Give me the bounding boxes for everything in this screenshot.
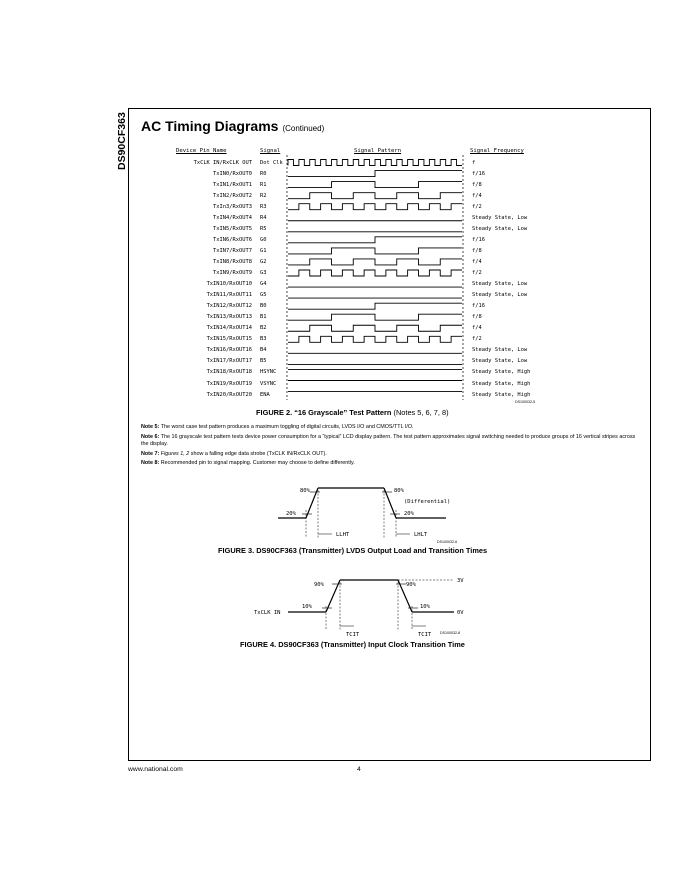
signal-name: R4 <box>260 214 267 221</box>
notes-section <box>141 424 641 470</box>
waveform-diagram <box>0 0 680 420</box>
signal-frequency: Steady State, Low <box>472 358 528 365</box>
col-header-pin: Device Pin Name <box>176 148 227 154</box>
pin-name: TxIN14/RxOUT14 <box>206 325 252 332</box>
waveform-b3 <box>288 336 462 342</box>
waveform-dot clk <box>288 160 462 166</box>
note-7-text: show a falling edge data strobe (TxCLK IN/RxCLK OUT). <box>189 450 327 457</box>
figure-3-caption-text: FIGURE 3. DS90CF363 (Transmitter) LVDS Output Load and Transition Times <box>218 546 488 555</box>
fig3-label-80-right: 80% <box>394 488 404 494</box>
pin-name: TxIN8/RxOUT8 <box>213 258 252 265</box>
waveform-g3 <box>288 270 462 276</box>
signal-name: G0 <box>260 236 267 243</box>
fig4-label-10-right: 10% <box>420 604 430 610</box>
pin-name: TxIN0/RxOUT0 <box>213 170 252 177</box>
figure-3-caption <box>218 546 487 555</box>
waveform-r0 <box>288 171 462 177</box>
note-5-label: Note 5: <box>141 424 160 430</box>
fig4-label-90-right: 90% <box>406 582 416 588</box>
col-header-signal: Signal <box>260 148 281 154</box>
signal-name: Dot Clk <box>260 159 283 166</box>
waveform-b2 <box>288 325 462 331</box>
signal-frequency: Steady State, Low <box>472 292 528 299</box>
signal-frequency: f/8 <box>472 314 482 321</box>
fig4-rise <box>326 580 340 612</box>
figure-4-caption <box>240 640 465 649</box>
note-7 <box>141 451 641 459</box>
signal-name: G1 <box>260 247 267 254</box>
waveform-b0 <box>288 303 462 309</box>
note-7-label: Note 7: <box>141 450 160 457</box>
signal-name: B4 <box>260 347 267 354</box>
signal-name: G5 <box>260 292 267 299</box>
footer-page-number: 4 <box>357 766 361 773</box>
note-6 <box>141 434 641 449</box>
signal-name: G2 <box>260 258 267 265</box>
pin-name: TxIN2/RxOUT2 <box>213 192 252 199</box>
waveform-g0 <box>288 237 462 243</box>
signal-name: G4 <box>260 281 267 288</box>
waveform-r1 <box>288 182 462 188</box>
pin-name: TxIN13/RxOUT13 <box>206 314 252 321</box>
note-6-text: The 16 grayscale test pattern tests device power consumption for a “typical” LCD display pattern. The test pattern approximates signal switching needed to produce groups of 16 vertical stripes across the display. <box>141 433 636 448</box>
figure-2-ref-id: DS100032-5 <box>515 400 536 404</box>
signal-name: ENA <box>260 391 270 398</box>
fig3-llht: LLHT <box>336 532 350 538</box>
pin-name: TxIN19/RxOUT19 <box>206 380 252 387</box>
signal-name: VSYNC <box>260 380 277 387</box>
fig3-label-20-right: 20% <box>404 511 414 517</box>
signal-frequency: f/4 <box>472 192 482 199</box>
signal-frequency: Steady State, High <box>472 391 531 398</box>
waveform-b1 <box>288 314 462 320</box>
signal-frequency: Steady State, High <box>472 380 531 387</box>
figure-4-ref-id: DS100032-8 <box>440 631 461 635</box>
fig4-input-label: TxCLK IN <box>254 610 281 616</box>
pin-name: TxIN16/RxOUT16 <box>206 347 252 354</box>
signal-frequency: Steady State, Low <box>472 214 528 221</box>
note-8 <box>141 460 641 468</box>
signal-name: R5 <box>260 225 267 232</box>
note-7-figure-numbers: 1, 2 <box>178 450 190 457</box>
figure-2-caption-label: FIGURE 2. “16 Grayscale” Test Pattern <box>256 408 392 417</box>
waveform-g2 <box>288 259 462 265</box>
signal-name: R0 <box>260 170 267 177</box>
signal-frequency: f/16 <box>472 170 485 177</box>
part-number-label: DS90CF363 <box>116 112 128 170</box>
signal-frequency: f <box>472 159 476 166</box>
note-5 <box>141 424 641 432</box>
signal-frequency: Steady State, Low <box>472 347 528 354</box>
signal-name: R1 <box>260 181 267 188</box>
note-5-text: The worst case test pattern produces a maximum toggling of digital circuits, LVDS I/O and CMOS/TTL I/O. <box>160 424 414 430</box>
signal-name: HSYNC <box>260 369 277 376</box>
pin-name: TxIN11/RxOUT11 <box>206 292 252 299</box>
note-6-label: Note 6: <box>141 433 160 440</box>
pin-name: TxIN17/RxOUT17 <box>206 358 252 365</box>
signal-frequency: Steady State, Low <box>472 225 528 232</box>
signal-name: B0 <box>260 303 267 310</box>
signal-frequency: f/2 <box>472 270 482 276</box>
figure-4-caption-text: FIGURE 4. DS90CF363 (Transmitter) Input Clock Transition Time <box>240 640 465 649</box>
signal-frequency: f/2 <box>472 336 482 343</box>
waveform-r3 <box>288 204 462 210</box>
col-header-pattern: Signal Pattern <box>354 148 402 154</box>
section-title: AC Timing Diagrams <box>141 118 279 134</box>
signal-name: B5 <box>260 358 267 365</box>
fig3-lhlt: LHLT <box>414 532 428 538</box>
figure-2-caption <box>256 408 449 417</box>
continued-label: (Continued) <box>282 124 325 133</box>
signal-frequency: Steady State, High <box>472 369 531 376</box>
fig4-label-90-left: 90% <box>314 582 324 588</box>
pin-name: TxIN12/RxOUT12 <box>206 303 252 310</box>
note-8-label: Note 8: <box>141 460 160 467</box>
pin-name: TxIN7/RxOUT7 <box>213 247 252 254</box>
signal-frequency: f/4 <box>472 258 482 265</box>
signal-name: B1 <box>260 314 267 321</box>
pin-name: TxIN1/RxOUT1 <box>213 181 252 188</box>
col-header-frequency: Signal Frequency <box>470 148 524 154</box>
pin-name: TxIN10/RxOUT10 <box>206 281 252 288</box>
pin-name: TxIN9/RxOUT9 <box>213 270 252 276</box>
signal-frequency: f/4 <box>472 325 482 332</box>
pin-name: TxIN5/RxOUT5 <box>213 225 252 232</box>
signal-frequency: Steady State, Low <box>472 281 528 288</box>
signal-frequency: f/8 <box>472 247 482 254</box>
pin-name: TxCLK IN/RxCLK OUT <box>193 159 252 166</box>
signal-name: B3 <box>260 336 267 343</box>
figure-2-caption-notes: (Notes 5, 6, 7, 8) <box>393 408 449 417</box>
signal-frequency: f/2 <box>472 203 482 210</box>
pin-name: TxIN15/RxOUT15 <box>206 336 252 343</box>
pin-name: TxIN6/RxOUT6 <box>213 236 252 243</box>
signal-name: R3 <box>260 203 267 210</box>
fig4-tcit-left: TCIT <box>346 632 360 638</box>
fig4-label-10-left: 10% <box>302 604 312 610</box>
pin-name: TxIN4/RxOUT4 <box>213 214 252 221</box>
pin-name: TxIN18/RxOUT18 <box>206 369 252 376</box>
signal-frequency: f/8 <box>472 181 482 188</box>
figure-3-ref-id: DS100032-6 <box>437 540 458 544</box>
waveform-g1 <box>288 248 462 254</box>
signal-name: R2 <box>260 192 267 199</box>
signal-name: B2 <box>260 325 267 332</box>
signal-name: G3 <box>260 270 267 276</box>
footer-website: www.national.com <box>128 766 183 773</box>
fig3-label-80-left: 80% <box>300 488 310 494</box>
fig3-differential: (Differential) <box>404 499 451 505</box>
note-8-text: Recommended pin to signal mapping. Customer may choose to define differently. <box>160 460 355 467</box>
pin-name: TxIN20/RxOUT20 <box>206 391 252 398</box>
note-7-figures: Figures <box>160 450 179 457</box>
signal-frequency: f/16 <box>472 303 485 310</box>
fig4-tcit-right: TCIT <box>418 632 432 638</box>
waveform-r2 <box>288 193 462 199</box>
fig3-label-20-left: 20% <box>286 511 296 517</box>
pin-name: TxIn3/RxOUT3 <box>213 203 252 210</box>
fig4-label-0v: 0V <box>457 610 464 616</box>
fig4-label-3v: 3V <box>457 578 464 584</box>
signal-frequency: f/16 <box>472 236 485 243</box>
